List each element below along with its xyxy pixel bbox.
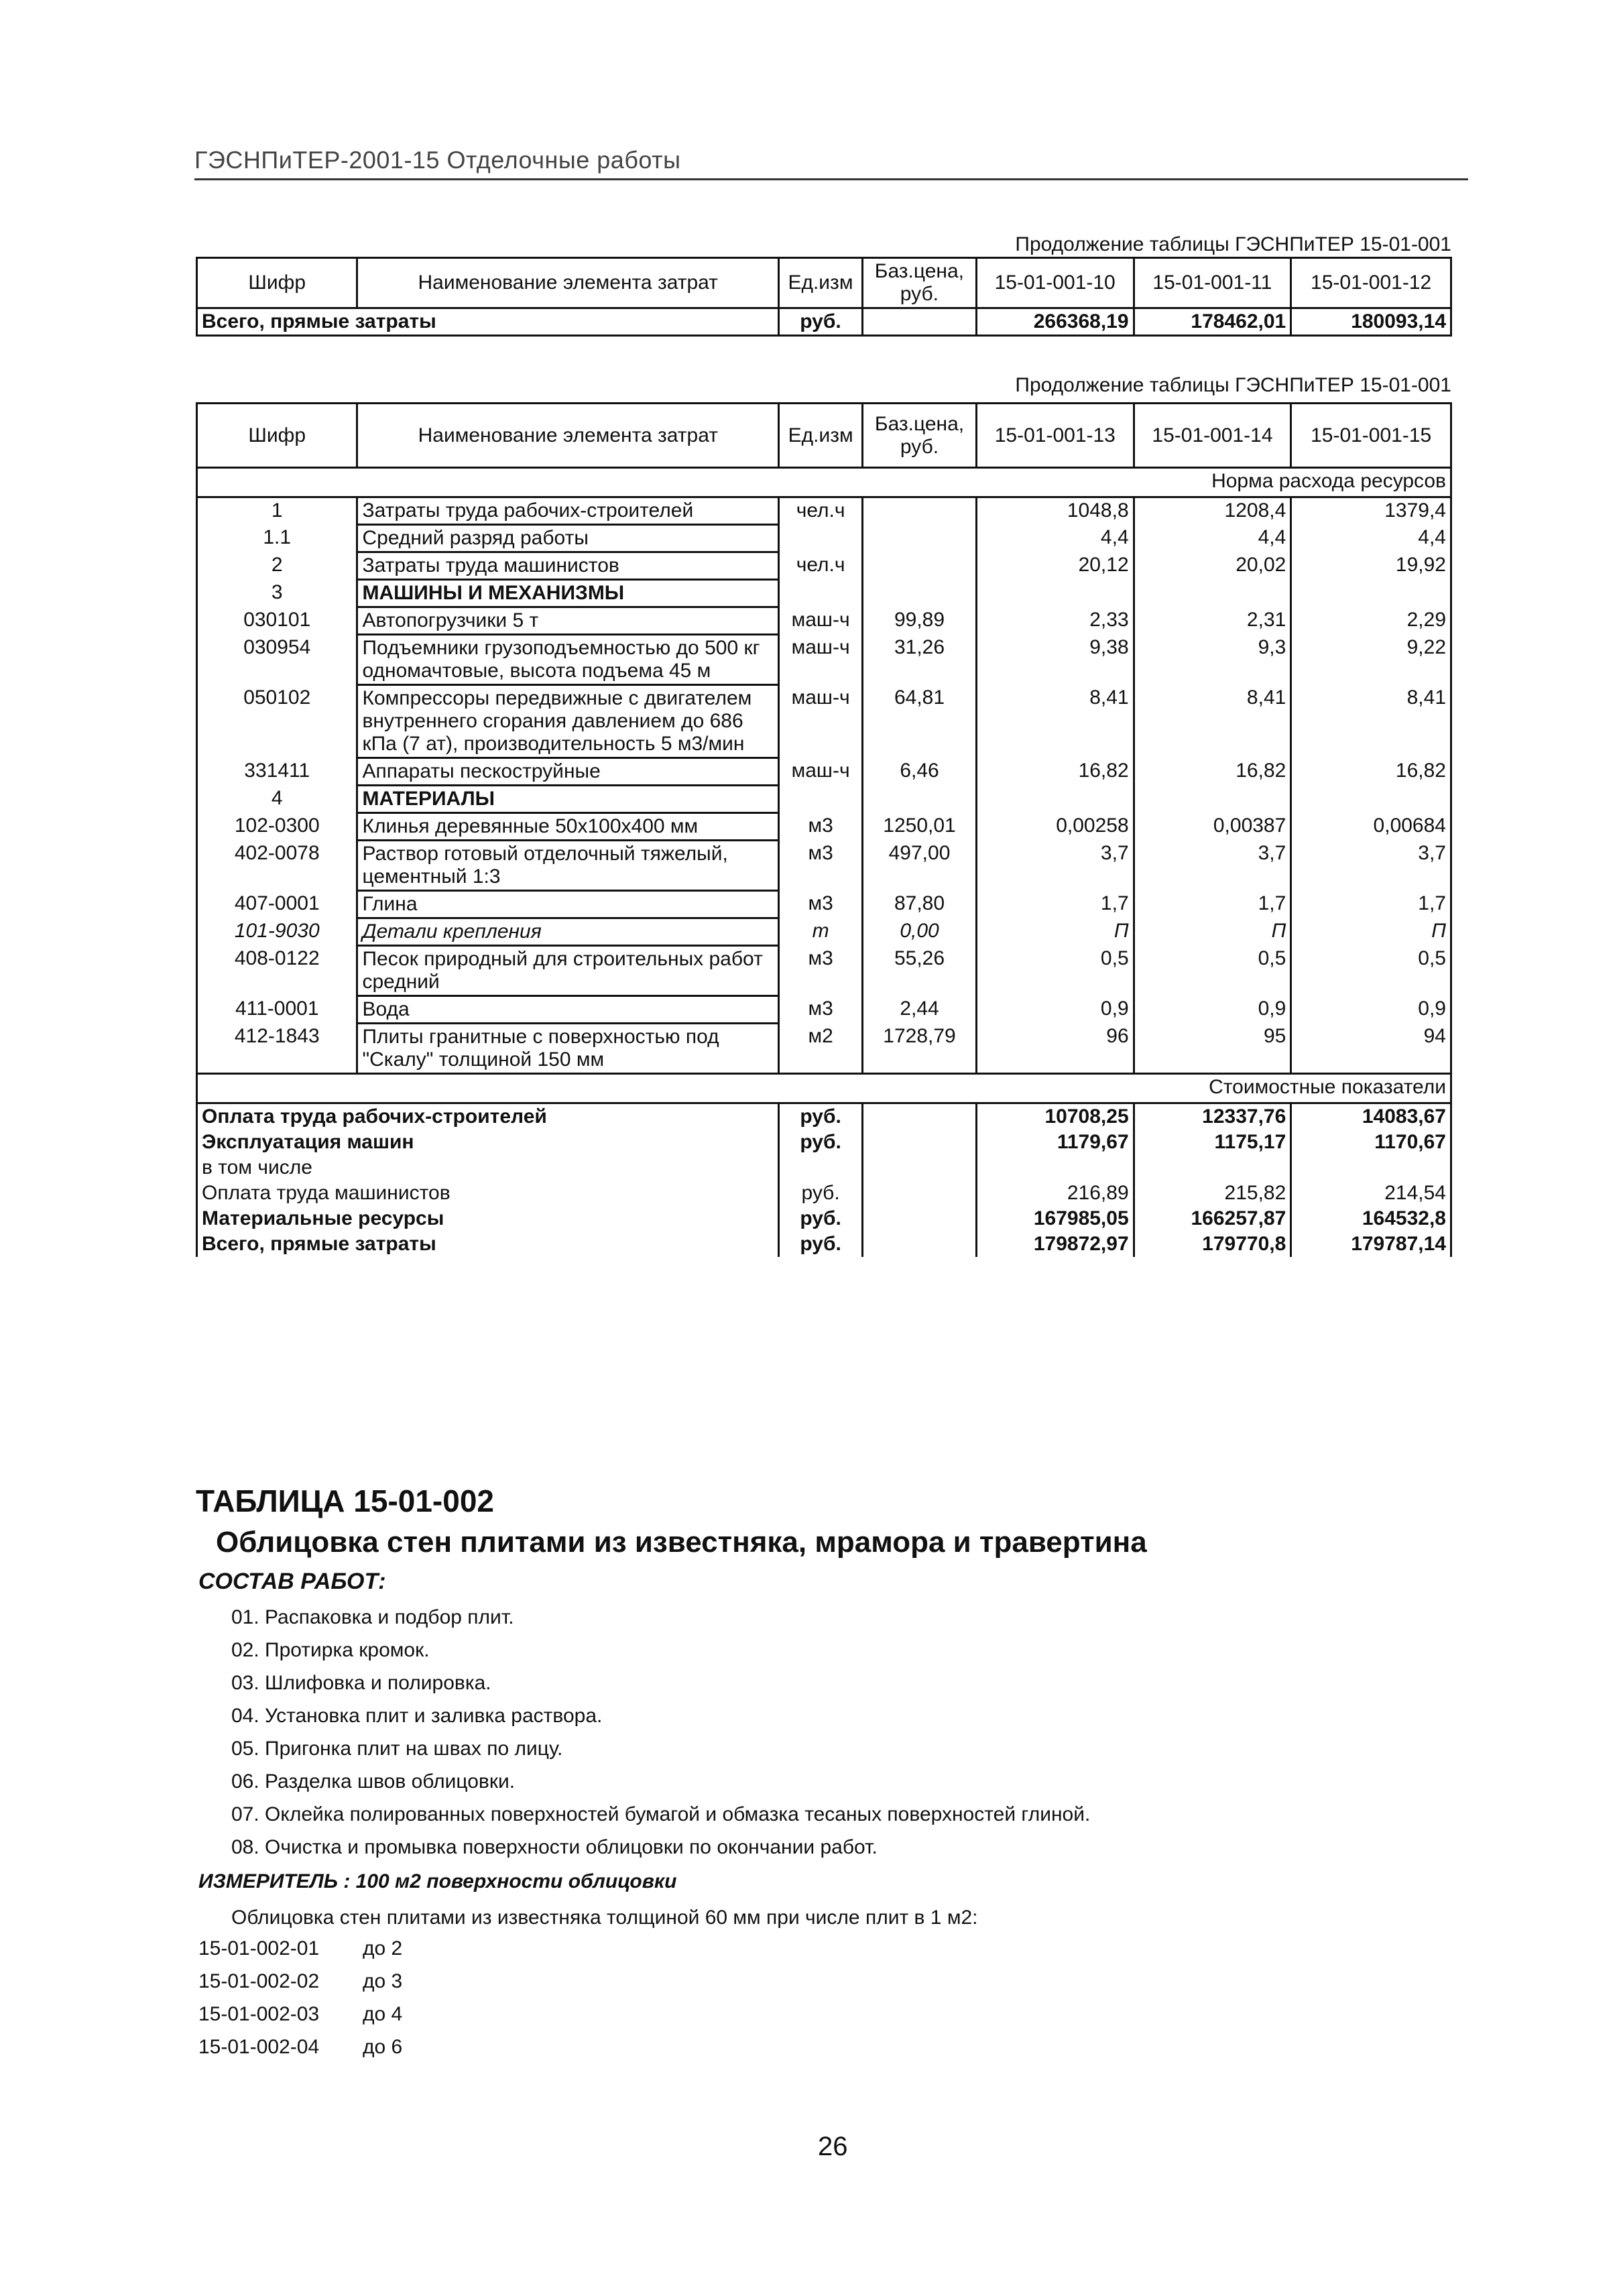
col-code: 15-01-001-12 [1291,258,1451,308]
table-row: 402-0078 Раствор готовый отделочный тяжелый, цементный 1:3 м3 497,00 3,7 3,7 3,7 [197,841,1451,891]
table-header-row [197,404,1451,468]
cost-table-1 [196,257,1452,337]
col-name: Наименование элемента затрат [357,404,779,468]
list-item: 04. Установка плит и заливка раствора. [231,1705,603,1727]
table-row: Оплата труда машинистов руб. 216,89 215,82 214,54 [197,1181,1451,1206]
col-shifr: Шифр [197,258,357,308]
item-text: до 6 [363,2036,403,2058]
col-code: 15-01-001-15 [1291,404,1451,468]
stoim-heading: Стоимостные показатели [197,1074,1451,1103]
table-row: 408-0122 Песок природный для строительных работ средний м3 55,26 0,5 0,5 0,5 [197,946,1451,996]
works-list [231,1601,1090,1864]
table-title: ТАБЛИЦА 15-01-002 [196,1484,494,1518]
running-header: ГЭСНПиТЕР-2001-15 Отделочные работы [194,146,681,174]
table-row: 050102 Компрессоры передвижные с двигателем внутреннего сгорания давлением до 686 кПа (7 ат), производительность 5 м3/мин маш-ч 64,81 8,41 8,41 8,41 [197,685,1451,758]
table-row: в том числе [197,1155,1451,1181]
col-unit: Ед.изм [778,258,862,308]
item-text: до 4 [363,2003,403,2025]
col-price: Баз.цена, руб. [863,404,977,468]
table-row: 030954 Подъемники грузоподъемностью до 500 кг одномачтовые, высота подъема 45 м маш-ч 31,26 9,38 9,3 9,22 [197,635,1451,685]
continuation-caption-1: Продолжение таблицы ГЭСНПиТЕР 15-01-001 [1015,233,1451,255]
table-row: 1 Затраты труда рабочих-строителей чел.ч 1048,8 1208,4 1379,4 [197,497,1451,525]
table-row: 4 МАТЕРИАЛЫ [197,786,1451,813]
table-row: Эксплуатация машин руб. 1179,67 1175,17 1170,67 [197,1130,1451,1155]
table-row: 412-1843 Плиты гранитные с поверхностью под "Скалу" толщиной 150 мм м2 1728,79 96 95 94 [197,1024,1451,1074]
norma-heading: Норма расхода ресурсов [197,468,1451,497]
continuation-caption-2: Продолжение таблицы ГЭСНПиТЕР 15-01-001 [1015,374,1451,396]
table-row: 030101 Автопогрузчики 5 т маш-ч 99,89 2,33 2,31 2,29 [197,607,1451,635]
list-item [198,1932,402,1965]
table-row: 101-9030 Детали крепления т 0,00 П П П [197,918,1451,946]
item-text: до 3 [363,1970,403,1992]
item-code: 15-01-002-01 [198,1937,320,1959]
col-code: 15-01-001-11 [1134,258,1291,308]
table-row: 102-0300 Клинья деревянные 50х100х400 мм м3 1250,01 0,00258 0,00387 0,00684 [197,813,1451,841]
list-item: 06. Разделка швов облицовки. [231,1770,516,1793]
col-price: Баз.цена, руб. [862,258,976,308]
col-unit: Ед.изм [779,404,863,468]
col-name: Наименование элемента затрат [357,258,779,308]
sostav-heading: СОСТАВ РАБОТ: [198,1569,386,1594]
item-code: 15-01-002-02 [198,1970,320,1992]
item-code: 15-01-002-03 [198,2003,320,2025]
header-rule [194,178,1468,180]
description: Облицовка стен плитами из известняка толщиной 60 мм при числе плит в 1 м2: [231,1907,978,1929]
items-list [198,1932,402,2063]
table-row: 3 МАШИНЫ И МЕХАНИЗМЫ [197,580,1451,607]
table-row: 407-0001 Глина м3 87,80 1,7 1,7 1,7 [197,891,1451,918]
list-item: 08. Очистка и промывка поверхности облицовки по окончании работ. [231,1836,878,1858]
list-item: 01. Распаковка и подбор плит. [231,1606,514,1628]
list-item: 05. Пригонка плит на швах по лицу. [231,1738,563,1760]
item-code: 15-01-002-04 [198,2036,320,2058]
table-row: 411-0001 Вода м3 2,44 0,9 0,9 0,9 [197,996,1451,1024]
table-row: Всего, прямые затраты руб. 179872,97 179770,8 179787,14 [197,1231,1451,1257]
cost-table-2 [196,402,1452,1257]
table-row: 1.1 Средний разряд работы 4,4 4,4 4,4 [197,525,1451,552]
list-item [198,1998,402,2031]
item-text: до 2 [363,1937,403,1959]
list-item [198,1965,402,1998]
izmeritel: ИЗМЕРИТЕЛЬ : 100 м2 поверхности облицовки [198,1870,677,1892]
list-item [198,2031,402,2063]
list-item: 02. Протирка кромок. [231,1639,430,1661]
table-subtitle: Облицовка стен плитами из известняка, мрамора и травертина [216,1526,1147,1559]
table-row: 331411 Аппараты пескоструйные маш-ч 6,46 16,82 16,82 16,82 [197,758,1451,786]
col-code: 15-01-001-10 [976,258,1134,308]
table-row: Оплата труда рабочих-строителей руб. 10708,25 12337,76 14083,67 [197,1103,1451,1130]
table-header-row [197,258,1451,308]
table-row: 2 Затраты труда машинистов чел.ч 20,12 20,02 19,92 [197,552,1451,580]
list-item: 07. Оклейка полированных поверхностей бумагой и обмазка тесаных поверхностей глиной. [231,1803,1091,1825]
page-number: 26 [818,2132,848,2161]
table-row: Всего, прямые затраты руб. 266368,19 178462,01 180093,14 [197,308,1451,336]
table-row: Материальные ресурсы руб. 167985,05 166257,87 164532,8 [197,1206,1451,1231]
col-code: 15-01-001-14 [1134,404,1291,468]
col-code: 15-01-001-13 [976,404,1134,468]
list-item: 03. Шлифовка и полировка. [231,1672,491,1694]
col-shifr: Шифр [197,404,357,468]
